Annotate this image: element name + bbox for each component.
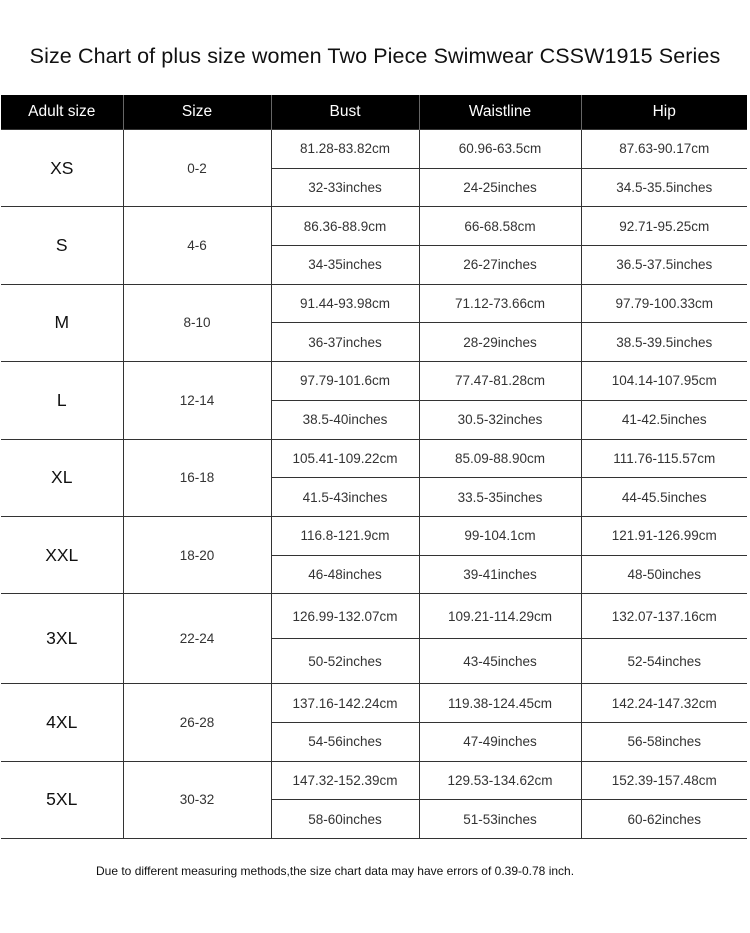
waist-in-cell: 47-49inches	[419, 722, 581, 761]
bust-in-cell: 50-52inches	[271, 639, 419, 684]
table-header-row	[1, 95, 747, 130]
table-row	[1, 761, 747, 800]
hip-in-cell: 52-54inches	[581, 639, 747, 684]
table-row	[1, 516, 747, 555]
size-cell: 22-24	[123, 594, 271, 684]
bust-in-cell: 58-60inches	[271, 800, 419, 839]
bust-in-cell: 38.5-40inches	[271, 400, 419, 439]
hip-cm-cell: 121.91-126.99cm	[581, 516, 747, 555]
header-size: Size	[123, 95, 271, 130]
hip-in-cell: 56-58inches	[581, 722, 747, 761]
bust-cm-cell: 116.8-121.9cm	[271, 516, 419, 555]
adult-size-cell: 4XL	[1, 684, 123, 761]
bust-cm-cell: 81.28-83.82cm	[271, 130, 419, 169]
size-cell: 8-10	[123, 284, 271, 361]
hip-in-cell: 48-50inches	[581, 555, 747, 594]
hip-in-cell: 41-42.5inches	[581, 400, 747, 439]
size-cell: 16-18	[123, 439, 271, 516]
hip-in-cell: 38.5-39.5inches	[581, 323, 747, 362]
table-row	[1, 284, 747, 323]
hip-cm-cell: 142.24-147.32cm	[581, 684, 747, 723]
waist-in-cell: 33.5-35inches	[419, 478, 581, 517]
waist-cm-cell: 109.21-114.29cm	[419, 594, 581, 639]
bust-in-cell: 34-35inches	[271, 246, 419, 285]
hip-cm-cell: 152.39-157.48cm	[581, 761, 747, 800]
hip-cm-cell: 97.79-100.33cm	[581, 284, 747, 323]
bust-in-cell: 46-48inches	[271, 555, 419, 594]
size-cell: 18-20	[123, 516, 271, 593]
size-cell: 12-14	[123, 362, 271, 439]
table-row	[1, 207, 747, 246]
bust-cm-cell: 91.44-93.98cm	[271, 284, 419, 323]
header-adult-size: Adult size	[1, 95, 123, 130]
waist-in-cell: 30.5-32inches	[419, 400, 581, 439]
table-row	[1, 130, 747, 169]
waist-cm-cell: 77.47-81.28cm	[419, 362, 581, 401]
hip-in-cell: 60-62inches	[581, 800, 747, 839]
waist-cm-cell: 71.12-73.66cm	[419, 284, 581, 323]
waist-in-cell: 39-41inches	[419, 555, 581, 594]
adult-size-cell: XXL	[1, 516, 123, 593]
table-row	[1, 594, 747, 639]
waist-cm-cell: 119.38-124.45cm	[419, 684, 581, 723]
bust-cm-cell: 126.99-132.07cm	[271, 594, 419, 639]
waist-in-cell: 24-25inches	[419, 168, 581, 207]
adult-size-cell: XS	[1, 130, 123, 207]
waist-in-cell: 51-53inches	[419, 800, 581, 839]
waist-cm-cell: 99-104.1cm	[419, 516, 581, 555]
adult-size-cell: 3XL	[1, 594, 123, 684]
adult-size-cell: S	[1, 207, 123, 284]
hip-cm-cell: 87.63-90.17cm	[581, 130, 747, 169]
adult-size-cell: XL	[1, 439, 123, 516]
header-bust: Bust	[271, 95, 419, 130]
table-row	[1, 684, 747, 723]
size-cell: 30-32	[123, 761, 271, 838]
waist-cm-cell: 66-68.58cm	[419, 207, 581, 246]
measurement-note: Due to different measuring methods,the size chart data may have errors of 0.39-0.78 inch.	[96, 864, 575, 878]
waist-cm-cell: 129.53-134.62cm	[419, 761, 581, 800]
waist-cm-cell: 60.96-63.5cm	[419, 130, 581, 169]
waist-cm-cell: 85.09-88.90cm	[419, 439, 581, 478]
size-cell: 4-6	[123, 207, 271, 284]
hip-cm-cell: 92.71-95.25cm	[581, 207, 747, 246]
waist-in-cell: 43-45inches	[419, 639, 581, 684]
header-hip: Hip	[581, 95, 747, 130]
bust-cm-cell: 86.36-88.9cm	[271, 207, 419, 246]
bust-in-cell: 41.5-43inches	[271, 478, 419, 517]
page-title: Size Chart of plus size women Two Piece Swimwear CSSW1915 Series	[29, 44, 721, 68]
table-row	[1, 362, 747, 401]
bust-cm-cell: 147.32-152.39cm	[271, 761, 419, 800]
bust-in-cell: 36-37inches	[271, 323, 419, 362]
adult-size-cell: 5XL	[1, 761, 123, 838]
bust-cm-cell: 97.79-101.6cm	[271, 362, 419, 401]
hip-cm-cell: 111.76-115.57cm	[581, 439, 747, 478]
adult-size-cell: L	[1, 362, 123, 439]
hip-in-cell: 36.5-37.5inches	[581, 246, 747, 285]
bust-in-cell: 54-56inches	[271, 722, 419, 761]
waist-in-cell: 26-27inches	[419, 246, 581, 285]
bust-in-cell: 32-33inches	[271, 168, 419, 207]
size-cell: 26-28	[123, 684, 271, 761]
hip-cm-cell: 104.14-107.95cm	[581, 362, 747, 401]
hip-cm-cell: 132.07-137.16cm	[581, 594, 747, 639]
waist-in-cell: 28-29inches	[419, 323, 581, 362]
size-chart-table	[1, 95, 747, 839]
bust-cm-cell: 105.41-109.22cm	[271, 439, 419, 478]
bust-cm-cell: 137.16-142.24cm	[271, 684, 419, 723]
header-waistline: Waistline	[419, 95, 581, 130]
hip-in-cell: 44-45.5inches	[581, 478, 747, 517]
size-cell: 0-2	[123, 130, 271, 207]
table-row	[1, 439, 747, 478]
adult-size-cell: M	[1, 284, 123, 361]
hip-in-cell: 34.5-35.5inches	[581, 168, 747, 207]
